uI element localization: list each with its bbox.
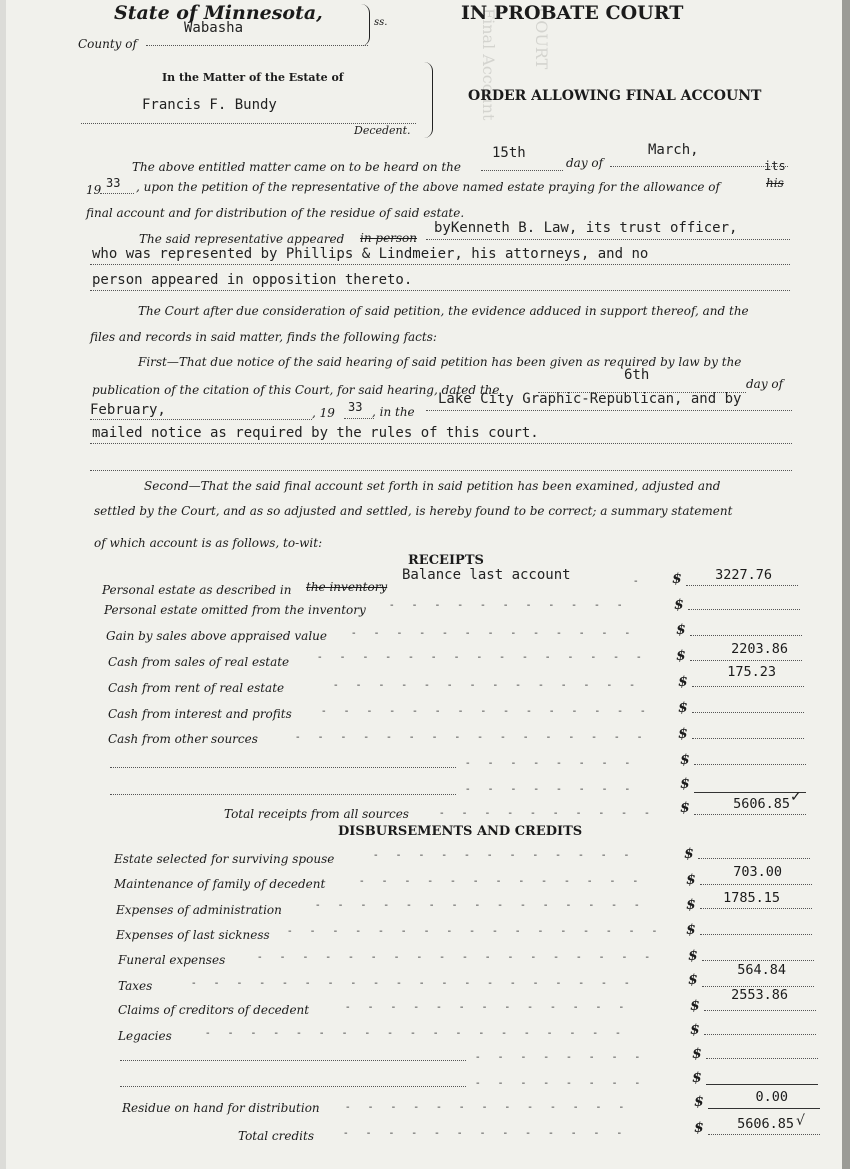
disbursement-amount: 564.84 [737,962,786,978]
struck-in-person: in person [360,231,418,245]
total-credits-amount: 5606.85 [737,1116,794,1132]
citation-year: 33 [348,400,363,414]
findings-text: files and records in said matter, finds the following facts: [90,330,437,344]
court-title: IN PROBATE COURT [461,2,684,24]
disbursement-amount: 703.00 [733,864,782,880]
check-mark-icon: √ [796,1113,805,1129]
dollar-sign: $ [672,571,682,587]
receipt-label: Cash from other sources [108,732,258,746]
dollar-sign: $ [692,1046,702,1062]
intro-text: day of [566,156,604,170]
dollar-sign: $ [688,948,698,964]
ss-label: ss. [374,17,388,28]
dollar-sign: $ [692,1070,702,1086]
receipt-typed: Balance last account [402,567,571,583]
second-finding-text: settled by the Court, and as so adjusted and settled, is hereby found to be correct; a summary statement [94,504,733,518]
dollar-sign: $ [684,846,694,862]
receipt-amount: 175.23 [727,664,776,680]
disbursements-heading: DISBURSEMENTS AND CREDITS [338,824,583,839]
hearing-day: 15th [492,145,526,161]
appearance-typed-3: person appeared in opposition thereto. [92,272,413,288]
receipts-heading: RECEIPTS [408,553,484,568]
disbursement-label: Taxes [118,979,153,993]
first-finding-text: First—That due notice of the said hearing of said petition has been given as required by law by the [138,355,742,369]
decedent-label: Decedent. [354,124,411,137]
disbursement-label: Funeral expenses [118,953,226,967]
bleed-through-text: Final Account [479,8,498,121]
first-finding-text: publication of the citation of this Court, for said hearing, dated the [92,383,500,397]
hearing-month: March, [648,142,699,158]
total-receipts-amount: 5606.85 [733,796,790,812]
findings-text: The Court after due consideration of said petition, the evidence adduced in support thereof, and the [138,304,749,318]
total-credits-label: Total credits [238,1129,314,1143]
struck-inventory: the inventory [306,580,388,594]
citation-day: 6th [624,367,650,383]
check-mark-icon: ✓ [790,789,802,805]
disbursement-label: Estate selected for surviving spouse [114,852,335,866]
publication-typed: Lake City Graphic-Republican, and by [438,391,742,407]
first-finding-text: , in the [372,405,415,419]
receipt-label: Cash from sales of real estate [108,655,290,669]
state-heading: State of Minnesota, [114,2,323,24]
decedent-name: Francis F. Bundy [142,97,277,113]
struck-his: his [766,176,784,190]
bleed-through-text: COURT [532,8,551,70]
receipt-label: Cash from interest and profits [108,707,292,721]
disbursement-amount: 2553.86 [731,987,788,1003]
disbursement-label: Expenses of administration [116,903,282,917]
first-finding-text: , 19 [312,406,335,420]
disbursement-label: Claims of creditors of decedent [118,1003,310,1017]
matter-label: In the Matter of the Estate of [162,71,344,84]
dollar-sign: $ [686,922,696,938]
receipt-label: Personal estate omitted from the inventory [104,603,366,617]
dollar-sign: $ [694,1120,704,1136]
residue-amount: 0.00 [755,1089,788,1105]
dollar-sign: $ [688,972,698,988]
residue-label: Residue on hand for distribution [122,1101,320,1115]
bracket [424,62,433,138]
dollar-sign: $ [690,998,700,1014]
second-finding-text: of which account is as follows, to-wit: [94,536,323,550]
intro-text: 19 [86,183,102,197]
its-insertion: its [764,159,786,173]
receipt-amount: 3227.76 [715,567,772,583]
receipt-amount: 2203.86 [731,641,788,657]
order-title: ORDER ALLOWING FINAL ACCOUNT [468,88,762,104]
notice-typed: mailed notice as required by the rules of this court. [92,425,539,441]
scan-edge [842,0,850,1169]
intro-text: final account and for distribution of the residue of said estate. [86,206,465,220]
bracket [361,4,370,46]
receipt-label: Gain by sales above appraised value [106,629,327,643]
first-finding-text: day of [746,377,784,391]
dollar-sign: $ [678,726,688,742]
total-receipts-label: Total receipts from all sources [224,807,409,821]
dollar-sign: $ [680,752,690,768]
disbursement-amount: 1785.15 [723,890,780,906]
receipt-label: Personal estate as described in [102,583,292,597]
court-document-page: Final Account COURT State of Minnesota, County of Wabasha ss. IN PROBATE COURT In the Matter of the Estate of Francis F. Bundy Decedent. ORDER ALLOWING FINAL ACCOUNT The above entitled matter came on to be heard on the 15th day of March, 19 33 , upon the petition of the representative of the above named estate praying for the allowance of its his final account and for distribution of the residue of said estate. The said representative appeared in person byKenneth B. Law, its trust officer, who was represented by Phillips & Lindmeier, his attorneys, and no person appeared in opposition thereto. The Court after due consideration of said petition, the evidence adduced in support thereof, and the files and records in said matter, finds the following facts: First—That due notice of the said hearing of said petition has been given as required by law by the publication of the citation of this Court, for said hearing, dated the 6th day of February, , 19 33 , in the Lake City Graphic-Republican, and by mailed notice as required by the rules of this court. Second—That the said final account set forth in said petition has been examined, adjusted and settled by the Court, and as so adjusted and settled, is hereby found to be correct; a summary statement of which account is as follows, to-wit: RECEIPTS Personal estate as described in the inventory Balance last account - $ 3227.76 Personal estate omitted from the inventory - - - - - - - - - - - $ Gain by sales above appraised value - - - - - - - - - - - - - $ Cash from sales of real estate - - - - - - - - - - - - - - - $ 2203.86 Cash from rent of real estate - - - - - - - - - - - - - - $ 175.23 Cash from interest and profits - - - - - - - - - - - - - - - $ Cash from other sources - - - - - - - - - - - - - - - - $ - - - - - - - - $ - - - - - - - - $ Total receipts from all sources - - - - - - - - - - $ 5606.85 ✓ DISBURSEMENTS AND CREDITS Estate selected for surviving spouse - - - - - - - - - - - - $ Maintenance of family of decedent - - - - - - - - - - - - - $ 703.00 Expenses of administration - - - - - - - - - - - - - - - $ 1785.15 Expenses of last sickness - - - - - - - - - - - - - - - - - $ Funeral expenses - - - - - - - - - - - - - - - - - - $ 564.84 Taxes - - - - - - - - - - - - - - - - - - - - $ 2553.86 Claims of creditors of decedent - - - - - - - - - - - - - $ Legacies - - - - - - - - - - - - - - - - - - - $ - - - - - - - - $ - - - - - - - - $ Residue on hand for distribution - - - - - - - - - - - - - $ 0.00 Total credits - - - - - - - - - - - - - $ 5606.85 √ [6,0,842,1169]
intro-text: The above entitled matter came on to be heard on the [132,160,462,174]
disbursement-label: Legacies [118,1029,172,1043]
dollar-sign: $ [686,897,696,913]
dollar-sign: $ [676,648,686,664]
second-finding-text: Second—That the said final account set forth in said petition has been examined, adjusted and [144,479,721,493]
dollar-sign: $ [674,597,684,613]
dollar-sign: $ [678,674,688,690]
intro-text: , upon the petition of the representative of the above named estate praying for the allowance of [136,180,720,194]
county-value: Wabasha [184,20,244,36]
dollar-sign: $ [686,872,696,888]
dollar-sign: $ [680,776,690,792]
receipt-label: Cash from rent of real estate [108,681,285,695]
appearance-typed-2: who was represented by Phillips & Lindmeier, his attorneys, and no [92,246,649,262]
dollar-sign: $ [690,1022,700,1038]
dollar-sign: $ [694,1094,704,1110]
county-label: County of [78,37,137,51]
disbursement-label: Expenses of last sickness [116,928,270,942]
dollar-sign: $ [678,700,688,716]
citation-month: February, [90,402,166,418]
disbursement-label: Maintenance of family of decedent [114,877,326,891]
dollar-sign: $ [680,800,690,816]
hearing-year: 33 [106,176,121,190]
dollar-sign: $ [676,622,686,638]
appearance-text: The said representative appeared [139,232,345,246]
appearance-typed-1: byKenneth B. Law, its trust officer, [434,220,738,236]
